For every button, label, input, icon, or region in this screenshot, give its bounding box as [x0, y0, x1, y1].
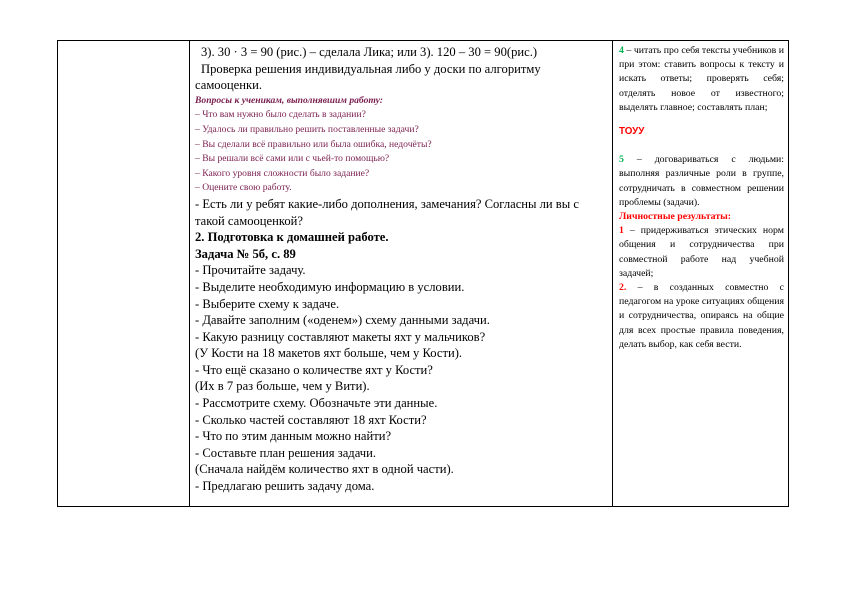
- task-line: - Выделите необходимую информацию в условии.: [195, 279, 465, 294]
- question-item: – Что вам нужно было сделать в задании?: [195, 109, 366, 121]
- personal-results-heading: Личностные результаты:: [619, 211, 732, 223]
- addition-question: - Есть ли у ребят какие-либо дополнения, замечания? Согласны ли вы с такой самооценкой?: [195, 196, 579, 228]
- question-item: – Вы решали всё сами или с чьей-то помощью?: [195, 153, 390, 165]
- task-line: (Их в 7 раз больше, чем у Вити).: [195, 379, 370, 394]
- task-line: (У Кости на 18 макетов яхт больше, чем у Кости).: [195, 346, 463, 361]
- personal-item-1: [619, 224, 784, 281]
- task-line: - Рассмотрите схему. Обозначьте эти данные.: [195, 396, 438, 411]
- task-line: - Составьте план решения задачи.: [195, 445, 377, 460]
- result-item-5: [619, 153, 784, 210]
- task-line: (Сначала найдём количество яхт в одной части).: [195, 462, 454, 477]
- personal-item-2: [619, 281, 784, 352]
- lesson-table: [57, 40, 789, 507]
- result-number: 2.: [619, 282, 627, 294]
- toyy-heading: ТОУУ: [619, 126, 645, 138]
- stage-column: [58, 41, 190, 506]
- results-column: [613, 41, 788, 506]
- check-text: Проверка решения индивидуальная либо у доски по алгоритму самооценки.: [195, 61, 541, 93]
- questions-block: [195, 94, 608, 196]
- task-line: - Что по этим данным можно найти?: [195, 429, 392, 444]
- question-item: – Вы сделали всё правильно или была ошибка, недочёты?: [195, 138, 432, 150]
- solution-line: 3). 30 · 3 = 90 (рис.) – сделала Лика; или 3). 120 – 30 = 90(рис.): [201, 45, 538, 59]
- result-text: – придерживаться этических норм общения и сотрудничества при совместной работе над учебной задачей;: [619, 225, 784, 279]
- activity-column: [190, 41, 613, 506]
- task-line: - Предлагаю решить задачу дома.: [195, 479, 375, 494]
- task-line: - Выберите схему к задаче.: [195, 296, 340, 311]
- result-text: – в созданных совместно с педагогом на уроке ситуациях общения и сотрудничества, опираясь на общие для всех простые правила поведения, делать выбор, как себя вести.: [619, 282, 784, 350]
- task-line: - Что ещё сказано о количестве яхт у Кости?: [195, 362, 433, 377]
- question-item: – Удалось ли правильно решить поставленные задачи?: [195, 123, 419, 135]
- task-line: - Сколько частей составляют 18 яхт Кости?: [195, 412, 427, 427]
- task-line: - Какую разницу составляют макеты яхт у мальчиков?: [195, 329, 486, 344]
- result-text: – читать про себя тексты учебников и при этом: ставить вопросы к тексту и искать ответы; проверять себя; отделять новое от известного; выделять главное; составлять план;: [619, 45, 784, 113]
- task-line: - Давайте заполним («оденем») схему данными задачи.: [195, 313, 490, 328]
- questions-heading: Вопросы к ученикам, выполнявшим работу:: [195, 94, 383, 106]
- task-line: - Прочитайте задачу.: [195, 263, 306, 278]
- result-number: 5: [619, 154, 624, 166]
- question-item: – Оцените свою работу.: [195, 182, 292, 194]
- result-text: – договариваться с людьми: выполняя различные роли в группе, сотрудничать в совместном решении проблемы (задачи).: [619, 154, 784, 208]
- section-title: 2. Подготовка к домашней работе.: [195, 230, 389, 245]
- result-item-4: [619, 44, 784, 115]
- result-number: 1: [619, 225, 624, 237]
- result-number: 4: [619, 45, 624, 56]
- task-title: Задача № 5б, с. 89: [195, 246, 296, 261]
- question-item: – Какого уровня сложности было задание?: [195, 167, 370, 179]
